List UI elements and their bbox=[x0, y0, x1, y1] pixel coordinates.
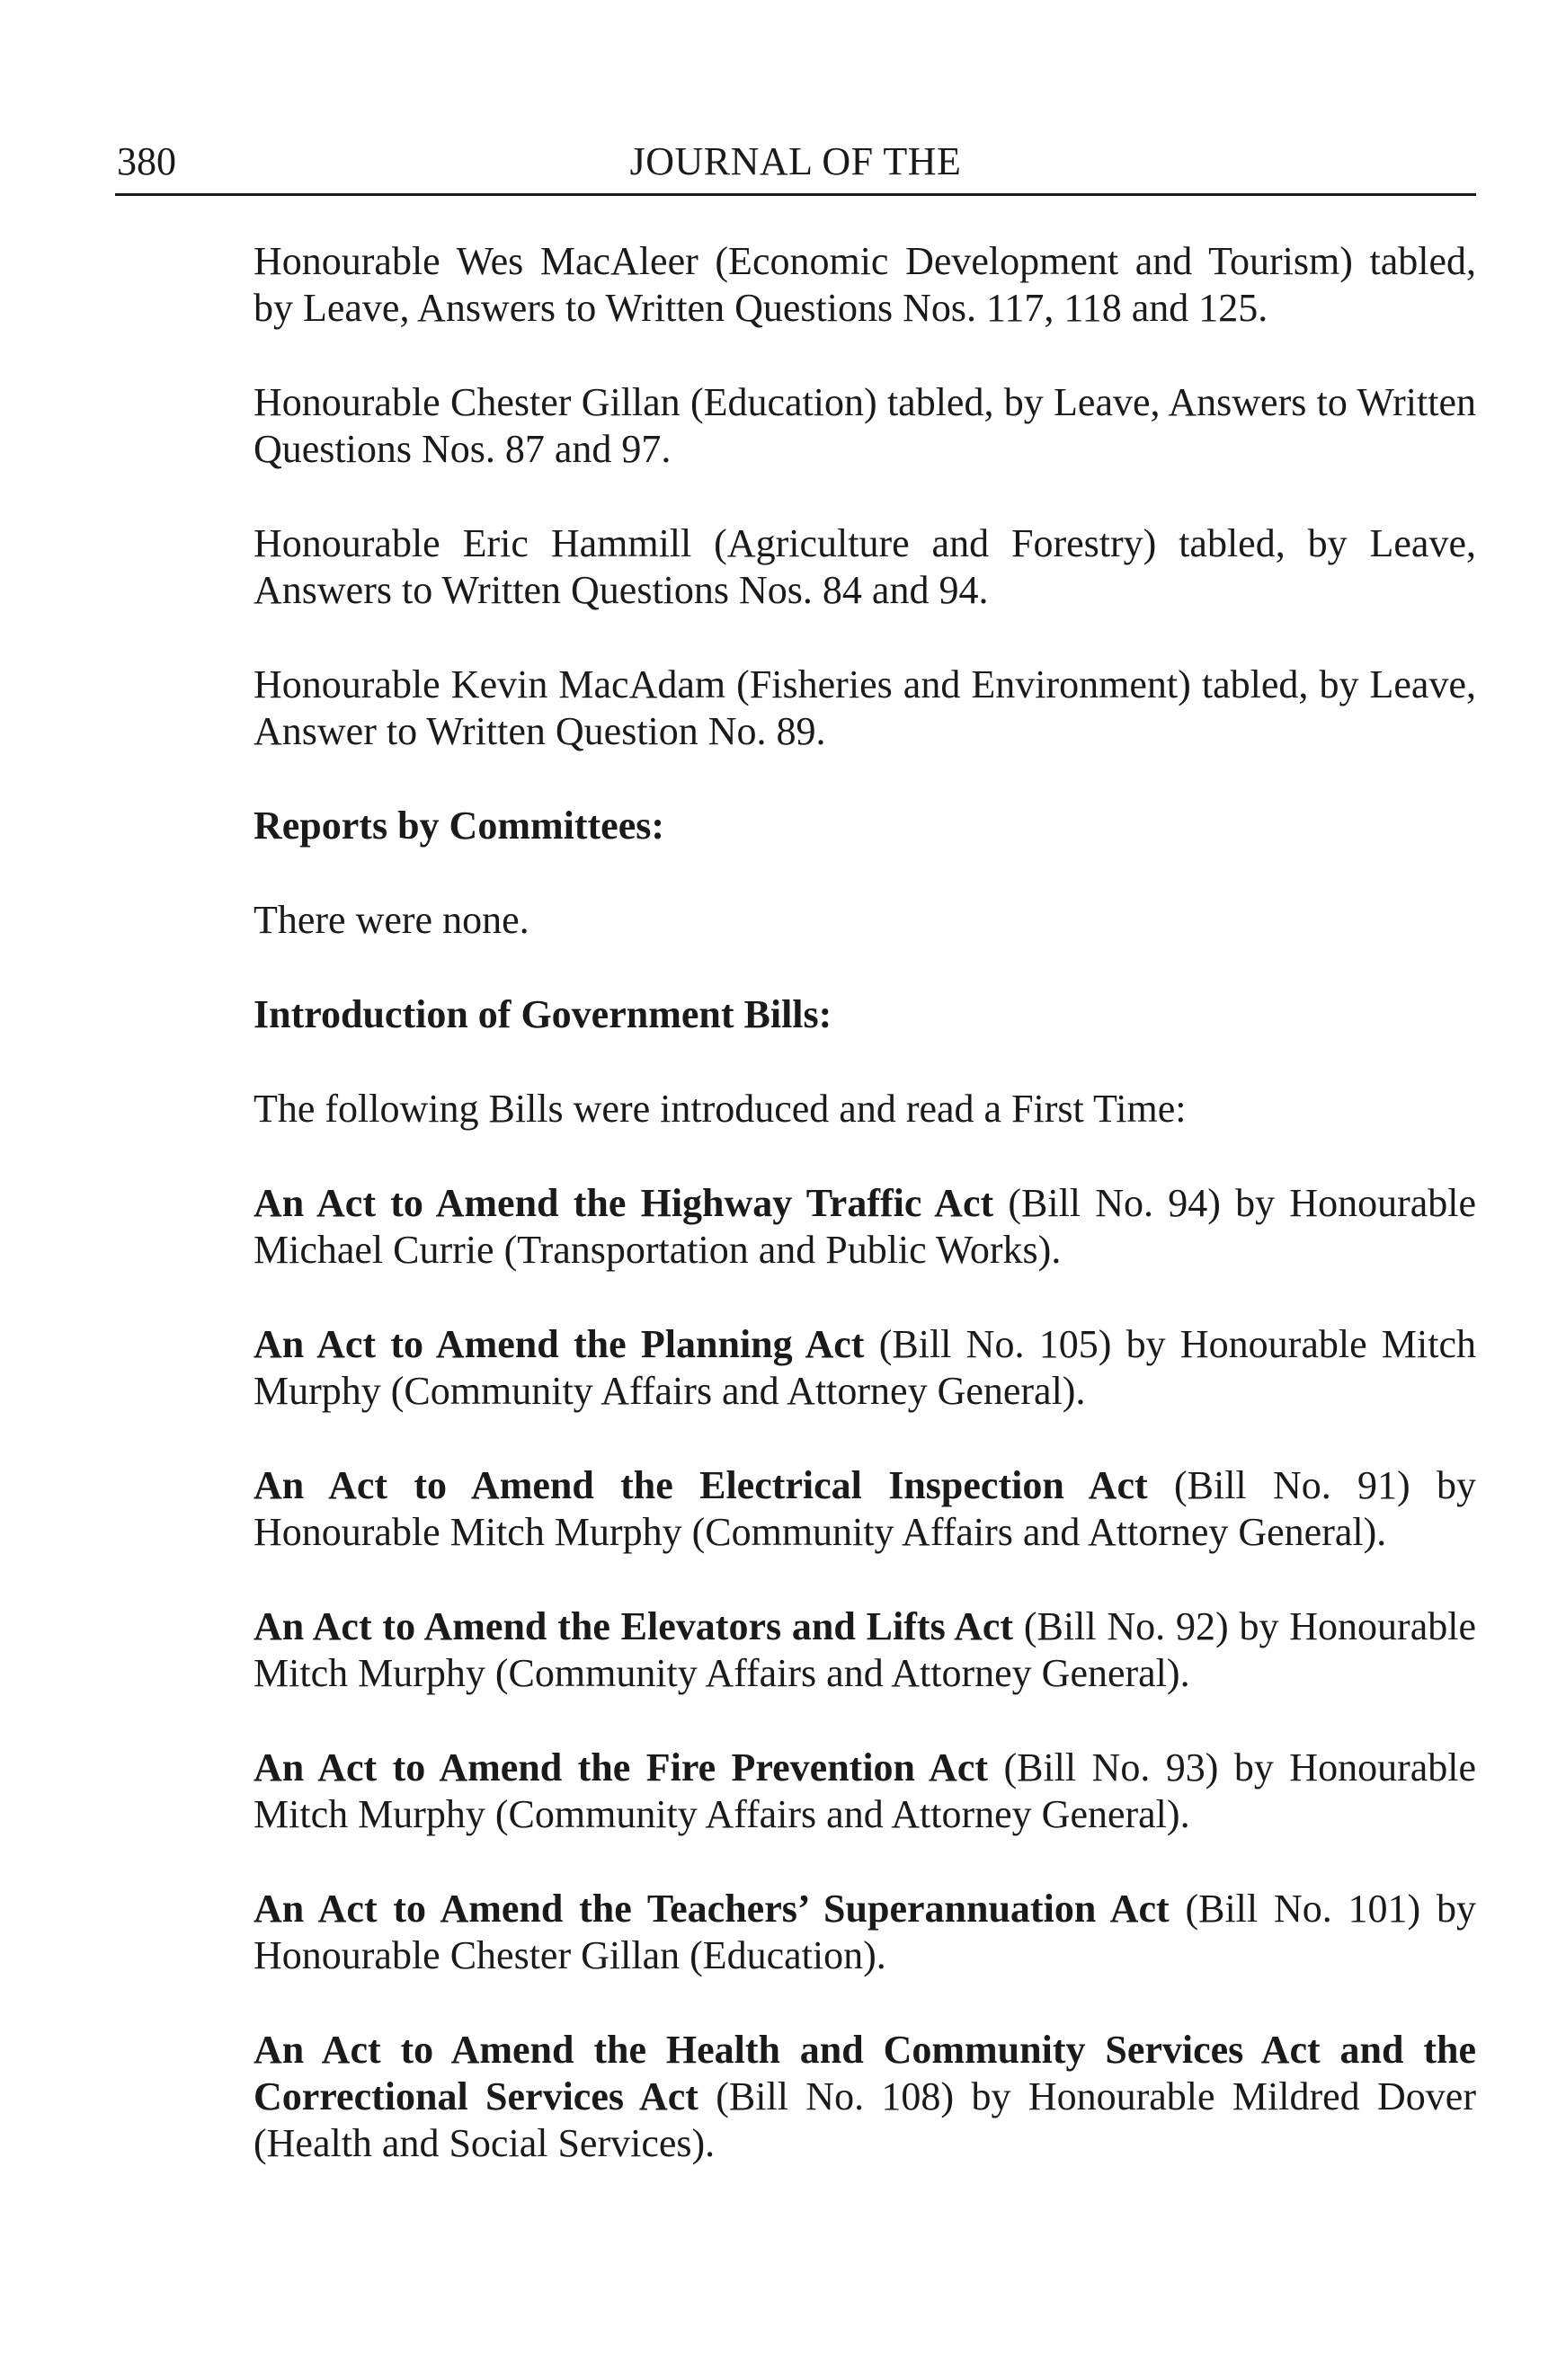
bill-title: An Act to Amend the Planning Act bbox=[254, 1322, 865, 1366]
bill-details: (Bill No. 94) by Honourable Michael Currie (Transportation and Public Works). bbox=[254, 1181, 1477, 1272]
bill-entry bbox=[254, 1603, 1476, 1697]
header-rule bbox=[115, 193, 1476, 196]
bill-entry bbox=[254, 1321, 1476, 1415]
bills-heading: Introduction of Government Bills: bbox=[254, 992, 832, 1036]
bill-details: (Bill No. 105) by Honourable Mitch Murphy (Community Affairs and Attorney General). bbox=[254, 1322, 1476, 1413]
tabled-answer-paragraph: Honourable Eric Hammill (Agriculture and Forestry) tabled, by Leave, Answers to Written Questions Nos. 84 and 94. bbox=[254, 521, 1476, 612]
bill-title: An Act to Amend the Teachers’ Superannuation Act bbox=[254, 1887, 1170, 1931]
running-head bbox=[117, 135, 1474, 189]
bill-title: An Act to Amend the Health and Community Services Act and the Correctional Services Act bbox=[254, 2028, 1476, 2118]
bill-title: An Act to Amend the Fire Prevention Act bbox=[254, 1745, 988, 1789]
bill-details: (Bill No. 92) by Honourable Mitch Murphy (Community Affairs and Attorney General). bbox=[254, 1604, 1476, 1695]
reports-text: There were none. bbox=[254, 898, 529, 942]
journal-title: JOURNAL OF THE bbox=[629, 139, 962, 183]
bill-details: (Bill No. 93) by Honourable Mitch Murphy (Community Affairs and Attorney General). bbox=[254, 1745, 1476, 1836]
tabled-answer-paragraph: Honourable Wes MacAleer (Economic Development and Tourism) tabled, by Leave, Answers to Written Questions Nos. 117, 118 and 125. bbox=[254, 239, 1476, 330]
journal-body bbox=[254, 238, 1476, 2215]
bill-entry bbox=[254, 1886, 1476, 1979]
bill-entry bbox=[254, 1745, 1476, 1838]
bill-entry bbox=[254, 1462, 1476, 1556]
page-number: 380 bbox=[117, 139, 176, 183]
bills-intro: The following Bills were introduced and read a First Time: bbox=[254, 1087, 1187, 1131]
bill-title: An Act to Amend the Electrical Inspection Act bbox=[254, 1463, 1148, 1507]
bill-entry bbox=[254, 2027, 1476, 2167]
bill-entry bbox=[254, 1180, 1476, 1274]
bill-title: An Act to Amend the Highway Traffic Act bbox=[254, 1181, 994, 1225]
tabled-answer-paragraph: Honourable Chester Gillan (Education) tabled, by Leave, Answers to Written Questions Nos. 87 and 97. bbox=[254, 380, 1476, 471]
bill-details: (Bill No. 108) by Honourable Mildred Dover (Health and Social Services). bbox=[254, 2074, 1476, 2165]
reports-heading: Reports by Committees: bbox=[254, 804, 664, 848]
bill-details: (Bill No. 91) by Honourable Mitch Murphy (Community Affairs and Attorney General). bbox=[254, 1463, 1477, 1554]
bill-details: (Bill No. 101) by Honourable Chester Gillan (Education). bbox=[254, 1887, 1477, 1977]
bill-title: An Act to Amend the Elevators and Lifts Act bbox=[254, 1604, 1014, 1648]
tabled-answer-paragraph: Honourable Kevin MacAdam (Fisheries and Environment) tabled, by Leave, Answer to Written Question No. 89. bbox=[254, 662, 1476, 753]
